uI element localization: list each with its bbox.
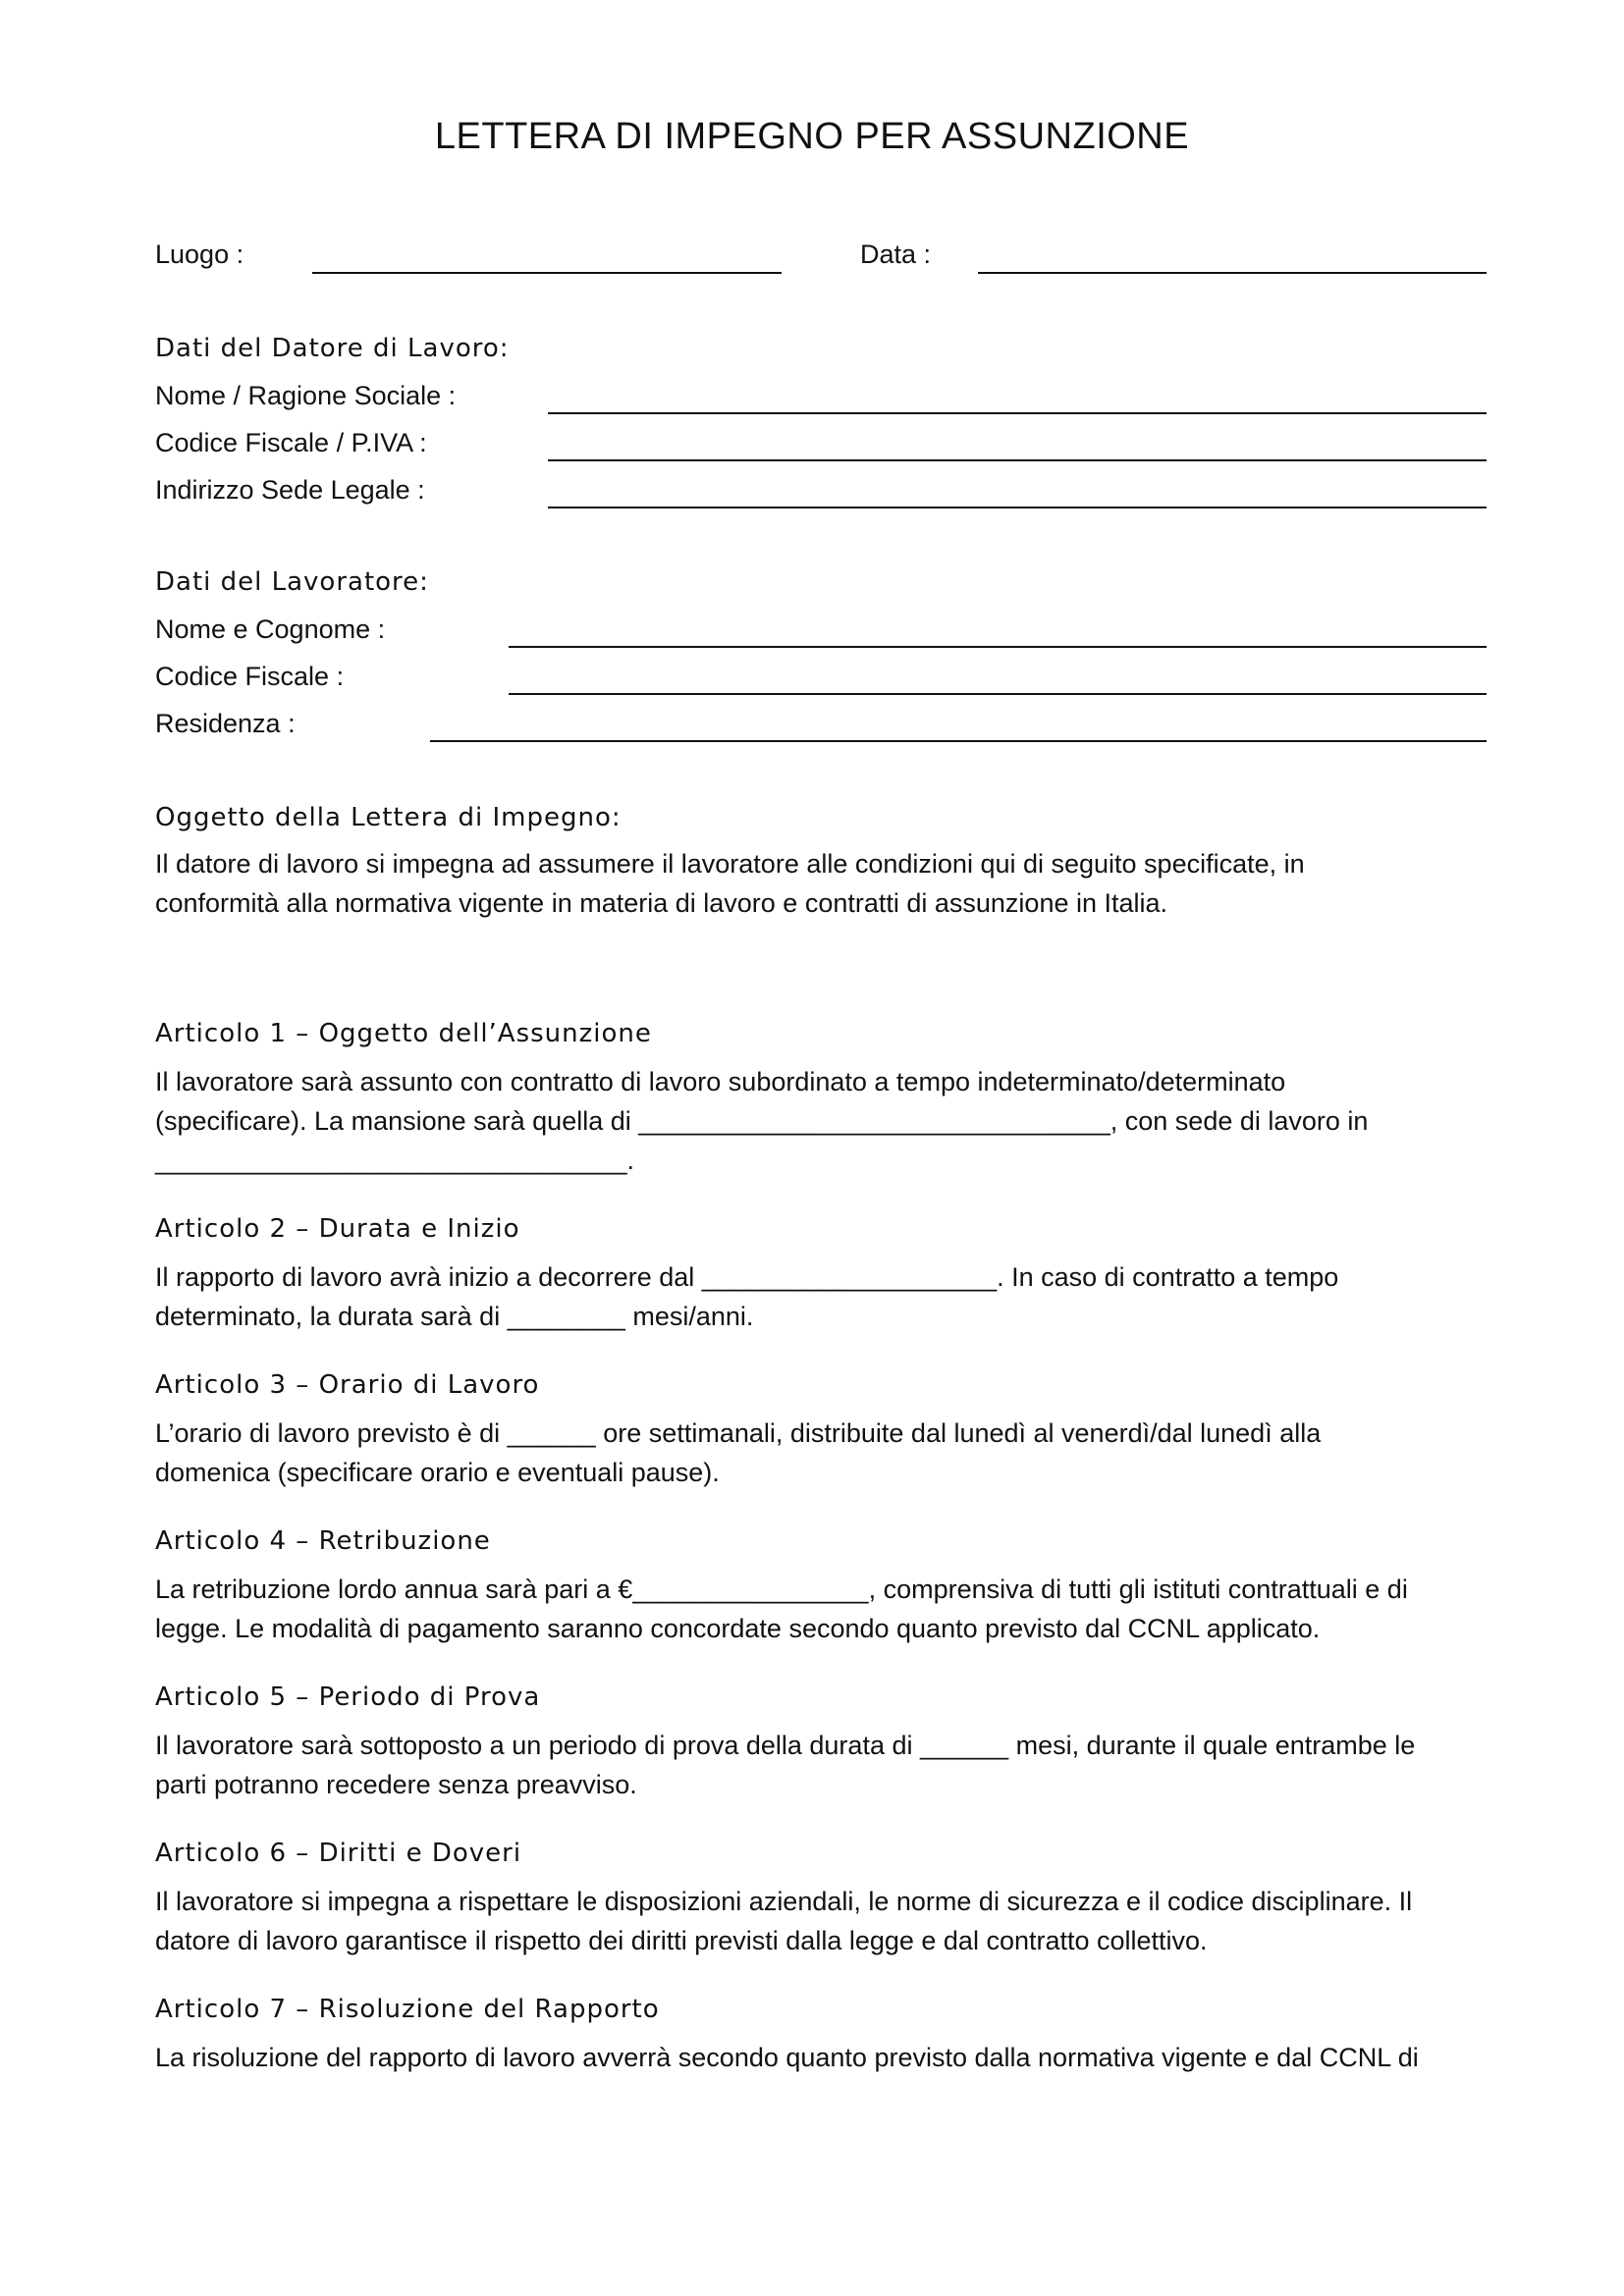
article-7-paragraph (155, 2038, 1490, 2077)
worker-tax-label: Codice Fiscale : (155, 662, 345, 691)
article-6-heading: Articolo 6 – Diritti e Doveri (155, 1839, 522, 1868)
article-line: La retribuzione lordo annua sarà pari a €________________, comprensiva di tutti gli istituti contrattuali e di (155, 1575, 1408, 1604)
luogo-field[interactable] (312, 272, 782, 274)
worker-name-field[interactable] (509, 646, 1487, 648)
article-7-heading: Articolo 7 – Risoluzione del Rapporto (155, 1995, 660, 2024)
article-1-heading: Articolo 1 – Oggetto dell’Assunzione (155, 1019, 652, 1048)
employer-tax-label: Codice Fiscale / P.IVA : (155, 428, 427, 457)
article-line: Il lavoratore sarà assunto con contratto di lavoro subordinato a tempo indeterminato/determinato (155, 1067, 1286, 1096)
worker-tax-field[interactable] (509, 693, 1487, 695)
article-5-heading: Articolo 5 – Periodo di Prova (155, 1682, 541, 1712)
employer-heading: Dati del Datore di Lavoro: (155, 334, 510, 363)
article-6-paragraph (155, 1882, 1490, 1960)
article-line: Il rapporto di lavoro avrà inizio a decorrere dal ____________________. In caso di contratto a tempo (155, 1262, 1339, 1292)
object-paragraph (155, 844, 1490, 923)
employer-address-field[interactable] (548, 507, 1487, 508)
article-2-paragraph (155, 1257, 1490, 1336)
article-5-paragraph (155, 1726, 1490, 1804)
worker-name-label: Nome e Cognome : (155, 614, 386, 644)
article-3-paragraph (155, 1414, 1490, 1492)
article-line: domenica (specificare orario e eventuali pause). (155, 1458, 720, 1487)
article-line: parti potranno recedere senza preavviso. (155, 1770, 637, 1799)
luogo-label: Luogo : (155, 240, 244, 269)
object-line: conformità alla normativa vigente in materia di lavoro e contratti di assunzione in Italia. (155, 888, 1168, 918)
article-line: Il lavoratore si impegna a rispettare le disposizioni aziendali, le norme di sicurezza e il codice disciplinare. Il (155, 1887, 1413, 1916)
employer-tax-field[interactable] (548, 459, 1487, 461)
object-line: Il datore di lavoro si impegna ad assumere il lavoratore alle condizioni qui di seguito specificate, in (155, 849, 1305, 879)
employer-name-label: Nome / Ragione Sociale : (155, 381, 457, 410)
object-heading: Oggetto della Lettera di Impegno: (155, 803, 622, 832)
data-label: Data : (860, 240, 932, 269)
worker-residence-field[interactable] (430, 740, 1487, 742)
article-2-heading: Articolo 2 – Durata e Inizio (155, 1214, 520, 1244)
document-title: LETTERA DI IMPEGNO PER ASSUNZIONE (434, 116, 1190, 157)
article-line: determinato, la durata sarà di ________ mesi/anni. (155, 1302, 754, 1331)
data-field[interactable] (978, 272, 1487, 274)
article-line: legge. Le modalità di pagamento saranno concordate secondo quanto previsto dal CCNL applicato. (155, 1614, 1321, 1643)
article-line: datore di lavoro garantisce il rispetto dei diritti previsti dalla legge e dal contratto collettivo. (155, 1926, 1208, 1955)
article-4-heading: Articolo 4 – Retribuzione (155, 1526, 491, 1556)
employer-name-field[interactable] (548, 412, 1487, 414)
article-1-paragraph (155, 1062, 1490, 1180)
article-line: ________________________________. (155, 1146, 635, 1175)
employer-address-label: Indirizzo Sede Legale : (155, 475, 425, 505)
worker-residence-label: Residenza : (155, 709, 296, 738)
article-line: (specificare). La mansione sarà quella di ________________________________, con sede di lavoro in (155, 1106, 1369, 1136)
article-line: Il lavoratore sarà sottoposto a un periodo di prova della durata di ______ mesi, durante il quale entrambe le (155, 1731, 1416, 1760)
article-4-paragraph (155, 1570, 1490, 1648)
article-line: L’orario di lavoro previsto è di ______ ore settimanali, distribuite dal lunedì al venerdì/dal lunedì alla (155, 1418, 1322, 1448)
article-line: La risoluzione del rapporto di lavoro avverrà secondo quanto previsto dalla normativa vigente e dal CCNL di (155, 2043, 1419, 2072)
worker-heading: Dati del Lavoratore: (155, 567, 429, 597)
article-3-heading: Articolo 3 – Orario di Lavoro (155, 1370, 540, 1400)
